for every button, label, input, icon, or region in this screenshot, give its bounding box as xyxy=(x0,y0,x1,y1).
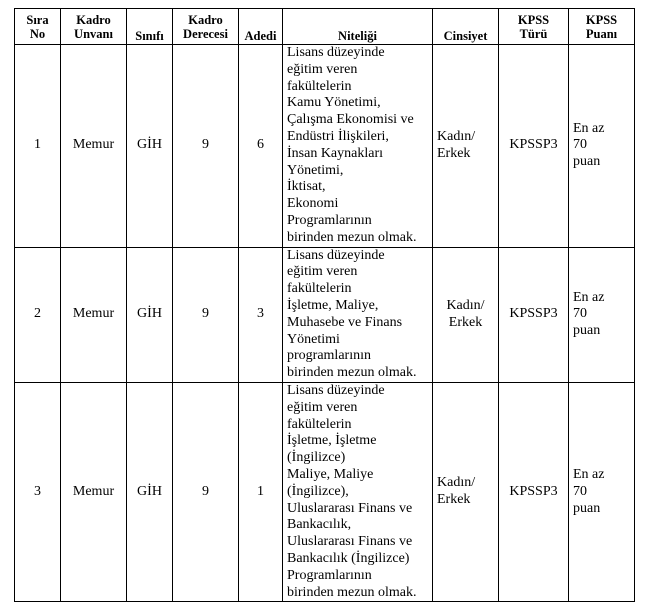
cell-sinifi: GİH xyxy=(127,382,173,601)
header-kpss-turu: KPSS Türü xyxy=(499,9,569,45)
table-row xyxy=(15,45,635,248)
cell-kadro-derecesi: 9 xyxy=(173,45,239,248)
header-kadro-unvani: Kadro Unvanı xyxy=(61,9,127,45)
cell-kpss-puani: En az 70 puan xyxy=(569,382,635,601)
cell-sinifi: GİH xyxy=(127,247,173,382)
cell-sira-no: 2 xyxy=(15,247,61,382)
cell-kadro-derecesi: 9 xyxy=(173,382,239,601)
cell-kadro-unvani: Memur xyxy=(61,382,127,601)
cell-adedi: 6 xyxy=(239,45,283,248)
cell-kadro-unvani: Memur xyxy=(61,247,127,382)
table-row xyxy=(15,247,635,382)
cell-kadro-unvani: Memur xyxy=(61,45,127,248)
header-adedi: Adedi xyxy=(239,9,283,45)
header-cinsiyet: Cinsiyet xyxy=(433,9,499,45)
cell-kpss-puani: En az 70 puan xyxy=(569,247,635,382)
header-kpss-puani: KPSS Puanı xyxy=(569,9,635,45)
cell-cinsiyet: Kadın/ Erkek xyxy=(433,45,499,248)
cell-kadro-derecesi: 9 xyxy=(173,247,239,382)
cell-sinifi: GİH xyxy=(127,45,173,248)
table-row xyxy=(15,382,635,601)
table-header-row xyxy=(15,9,635,45)
header-sinifi: Sınıfı xyxy=(127,9,173,45)
cell-adedi: 3 xyxy=(239,247,283,382)
cell-niteligi: Lisans düzeyinde eğitim veren fakültelerin Kamu Yönetimi, Çalışma Ekonomisi ve Endüstri İlişkileri, İnsan Kaynakları Yönetimi, İktisat, Ekonomi Programlarının birinden mezun olmak. xyxy=(283,45,433,248)
cell-niteligi: Lisans düzeyinde eğitim veren fakültelerin İşletme, İşletme (İngilizce) Maliye, Maliye (İngilizce), Uluslararası Finans ve Bankacılık, Uluslararası Finans ve Bankacılık (İngilizce) Programlarının birinden mezun olmak. xyxy=(283,382,433,601)
cell-kpss-puani: En az 70 puan xyxy=(569,45,635,248)
cell-sira-no: 1 xyxy=(15,45,61,248)
cell-sira-no: 3 xyxy=(15,382,61,601)
cell-adedi: 1 xyxy=(239,382,283,601)
cell-cinsiyet: Kadın/ Erkek xyxy=(433,382,499,601)
cell-cinsiyet: Kadın/ Erkek xyxy=(433,247,499,382)
cell-niteligi: Lisans düzeyinde eğitim veren fakültelerin İşletme, Maliye, Muhasebe ve Finans Yönetimi programlarının birinden mezun olmak. xyxy=(283,247,433,382)
header-niteligi: Niteliği xyxy=(283,9,433,45)
cell-kpss-turu: KPSSP3 xyxy=(499,382,569,601)
cell-kpss-turu: KPSSP3 xyxy=(499,45,569,248)
header-kadro-derecesi: Kadro Derecesi xyxy=(173,9,239,45)
header-sira-no: Sıra No xyxy=(15,9,61,45)
staff-positions-table xyxy=(14,8,635,602)
cell-kpss-turu: KPSSP3 xyxy=(499,247,569,382)
